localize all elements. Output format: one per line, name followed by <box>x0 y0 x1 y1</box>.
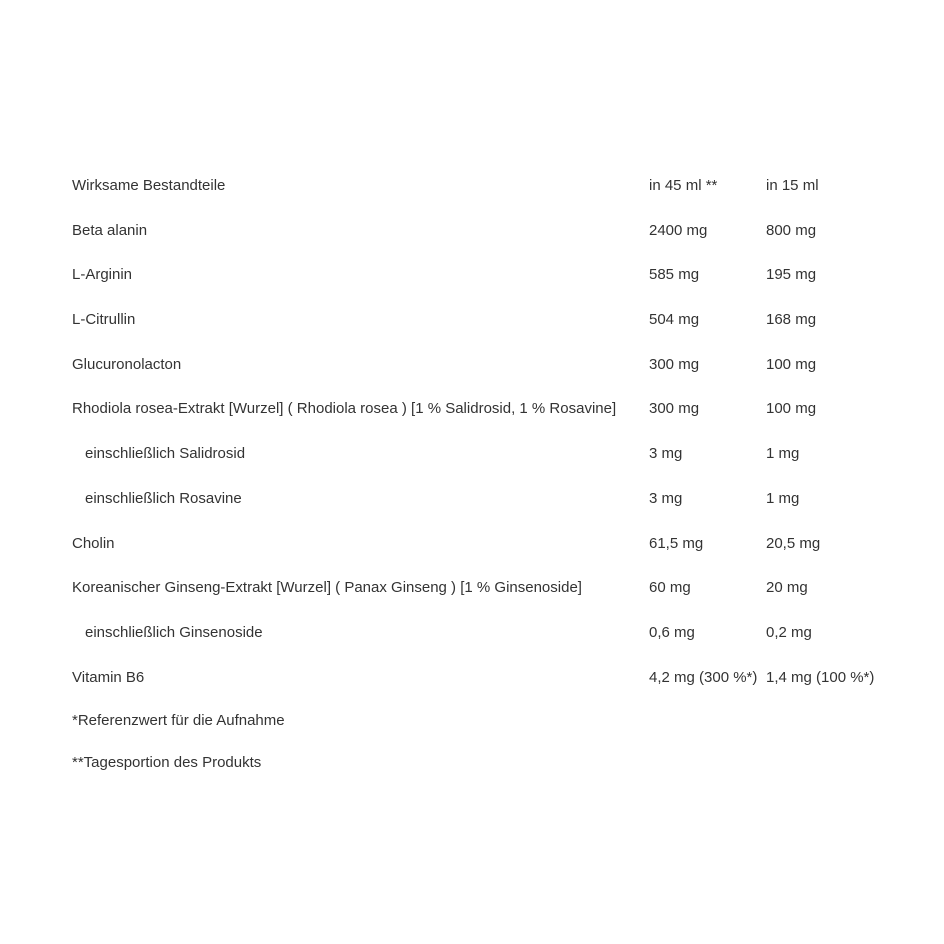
ingredient-name: L-Citrullin <box>72 311 136 329</box>
ingredient-name: Vitamin B6 <box>72 668 145 686</box>
amount-15ml: 195 mg <box>766 266 817 284</box>
table-row <box>72 253 892 298</box>
amount-45ml: 3 mg <box>649 489 683 507</box>
amount-15ml: 168 mg <box>766 311 817 329</box>
ingredient-name: Koreanischer Ginseng-Extrakt [Wurzel] ( Panax Ginseng ) [1 % Ginsenoside] <box>72 579 582 597</box>
amount-45ml: 300 mg <box>649 400 700 418</box>
amount-15ml: 0,2 mg <box>766 623 812 641</box>
table-row <box>72 432 892 477</box>
header-ingredient-label: Wirksame Bestandteile <box>72 177 226 194</box>
table-row <box>72 477 892 522</box>
table-row <box>72 343 892 388</box>
ingredient-name: L-Arginin <box>72 266 133 284</box>
amount-15ml: 20 mg <box>766 579 808 597</box>
amount-45ml: 0,6 mg <box>649 623 695 641</box>
amount-15ml: 100 mg <box>766 400 817 418</box>
table-row <box>72 656 892 701</box>
amount-15ml: 800 mg <box>766 221 817 239</box>
header-45ml-label: in 45 ml ** <box>649 177 718 194</box>
table-row <box>72 522 892 567</box>
amount-15ml: 1 mg <box>766 445 800 463</box>
table-row <box>72 387 892 432</box>
amount-45ml: 2400 mg <box>649 221 708 239</box>
header-15ml-label: in 15 ml <box>766 177 819 194</box>
ingredients-table <box>72 164 892 700</box>
table-row <box>72 611 892 656</box>
table-row <box>72 566 892 611</box>
amount-45ml: 61,5 mg <box>649 534 704 552</box>
amount-15ml: 100 mg <box>766 355 817 373</box>
reference-footnote: *Referenzwert für die Aufnahme <box>72 712 285 729</box>
amount-15ml: 1,4 mg (100 %*) <box>766 668 875 686</box>
amount-45ml: 4,2 mg (300 %*) <box>649 668 758 686</box>
ingredient-name: Glucuronolacton <box>72 355 182 373</box>
ingredient-name: Beta alanin <box>72 221 148 239</box>
ingredient-name: einschließlich Ginsenoside <box>85 623 263 641</box>
ingredient-name: einschließlich Rosavine <box>85 489 242 507</box>
amount-45ml: 3 mg <box>649 445 683 463</box>
ingredient-name: Rhodiola rosea-Extrakt [Wurzel] ( Rhodiola rosea ) [1 % Salidrosid, 1 % Rosavine] <box>72 400 617 418</box>
amount-15ml: 20,5 mg <box>766 534 821 552</box>
amount-45ml: 300 mg <box>649 355 700 373</box>
amount-45ml: 60 mg <box>649 579 691 597</box>
table-header-row <box>72 164 892 209</box>
daily-portion-footnote: **Tagesportion des Produkts <box>72 754 262 771</box>
footnotes <box>72 700 672 784</box>
ingredient-name: Cholin <box>72 534 115 552</box>
amount-15ml: 1 mg <box>766 489 800 507</box>
amount-45ml: 504 mg <box>649 311 700 329</box>
table-row <box>72 298 892 343</box>
amount-45ml: 585 mg <box>649 266 700 284</box>
table-row <box>72 209 892 254</box>
ingredient-name: einschließlich Salidrosid <box>85 445 246 463</box>
